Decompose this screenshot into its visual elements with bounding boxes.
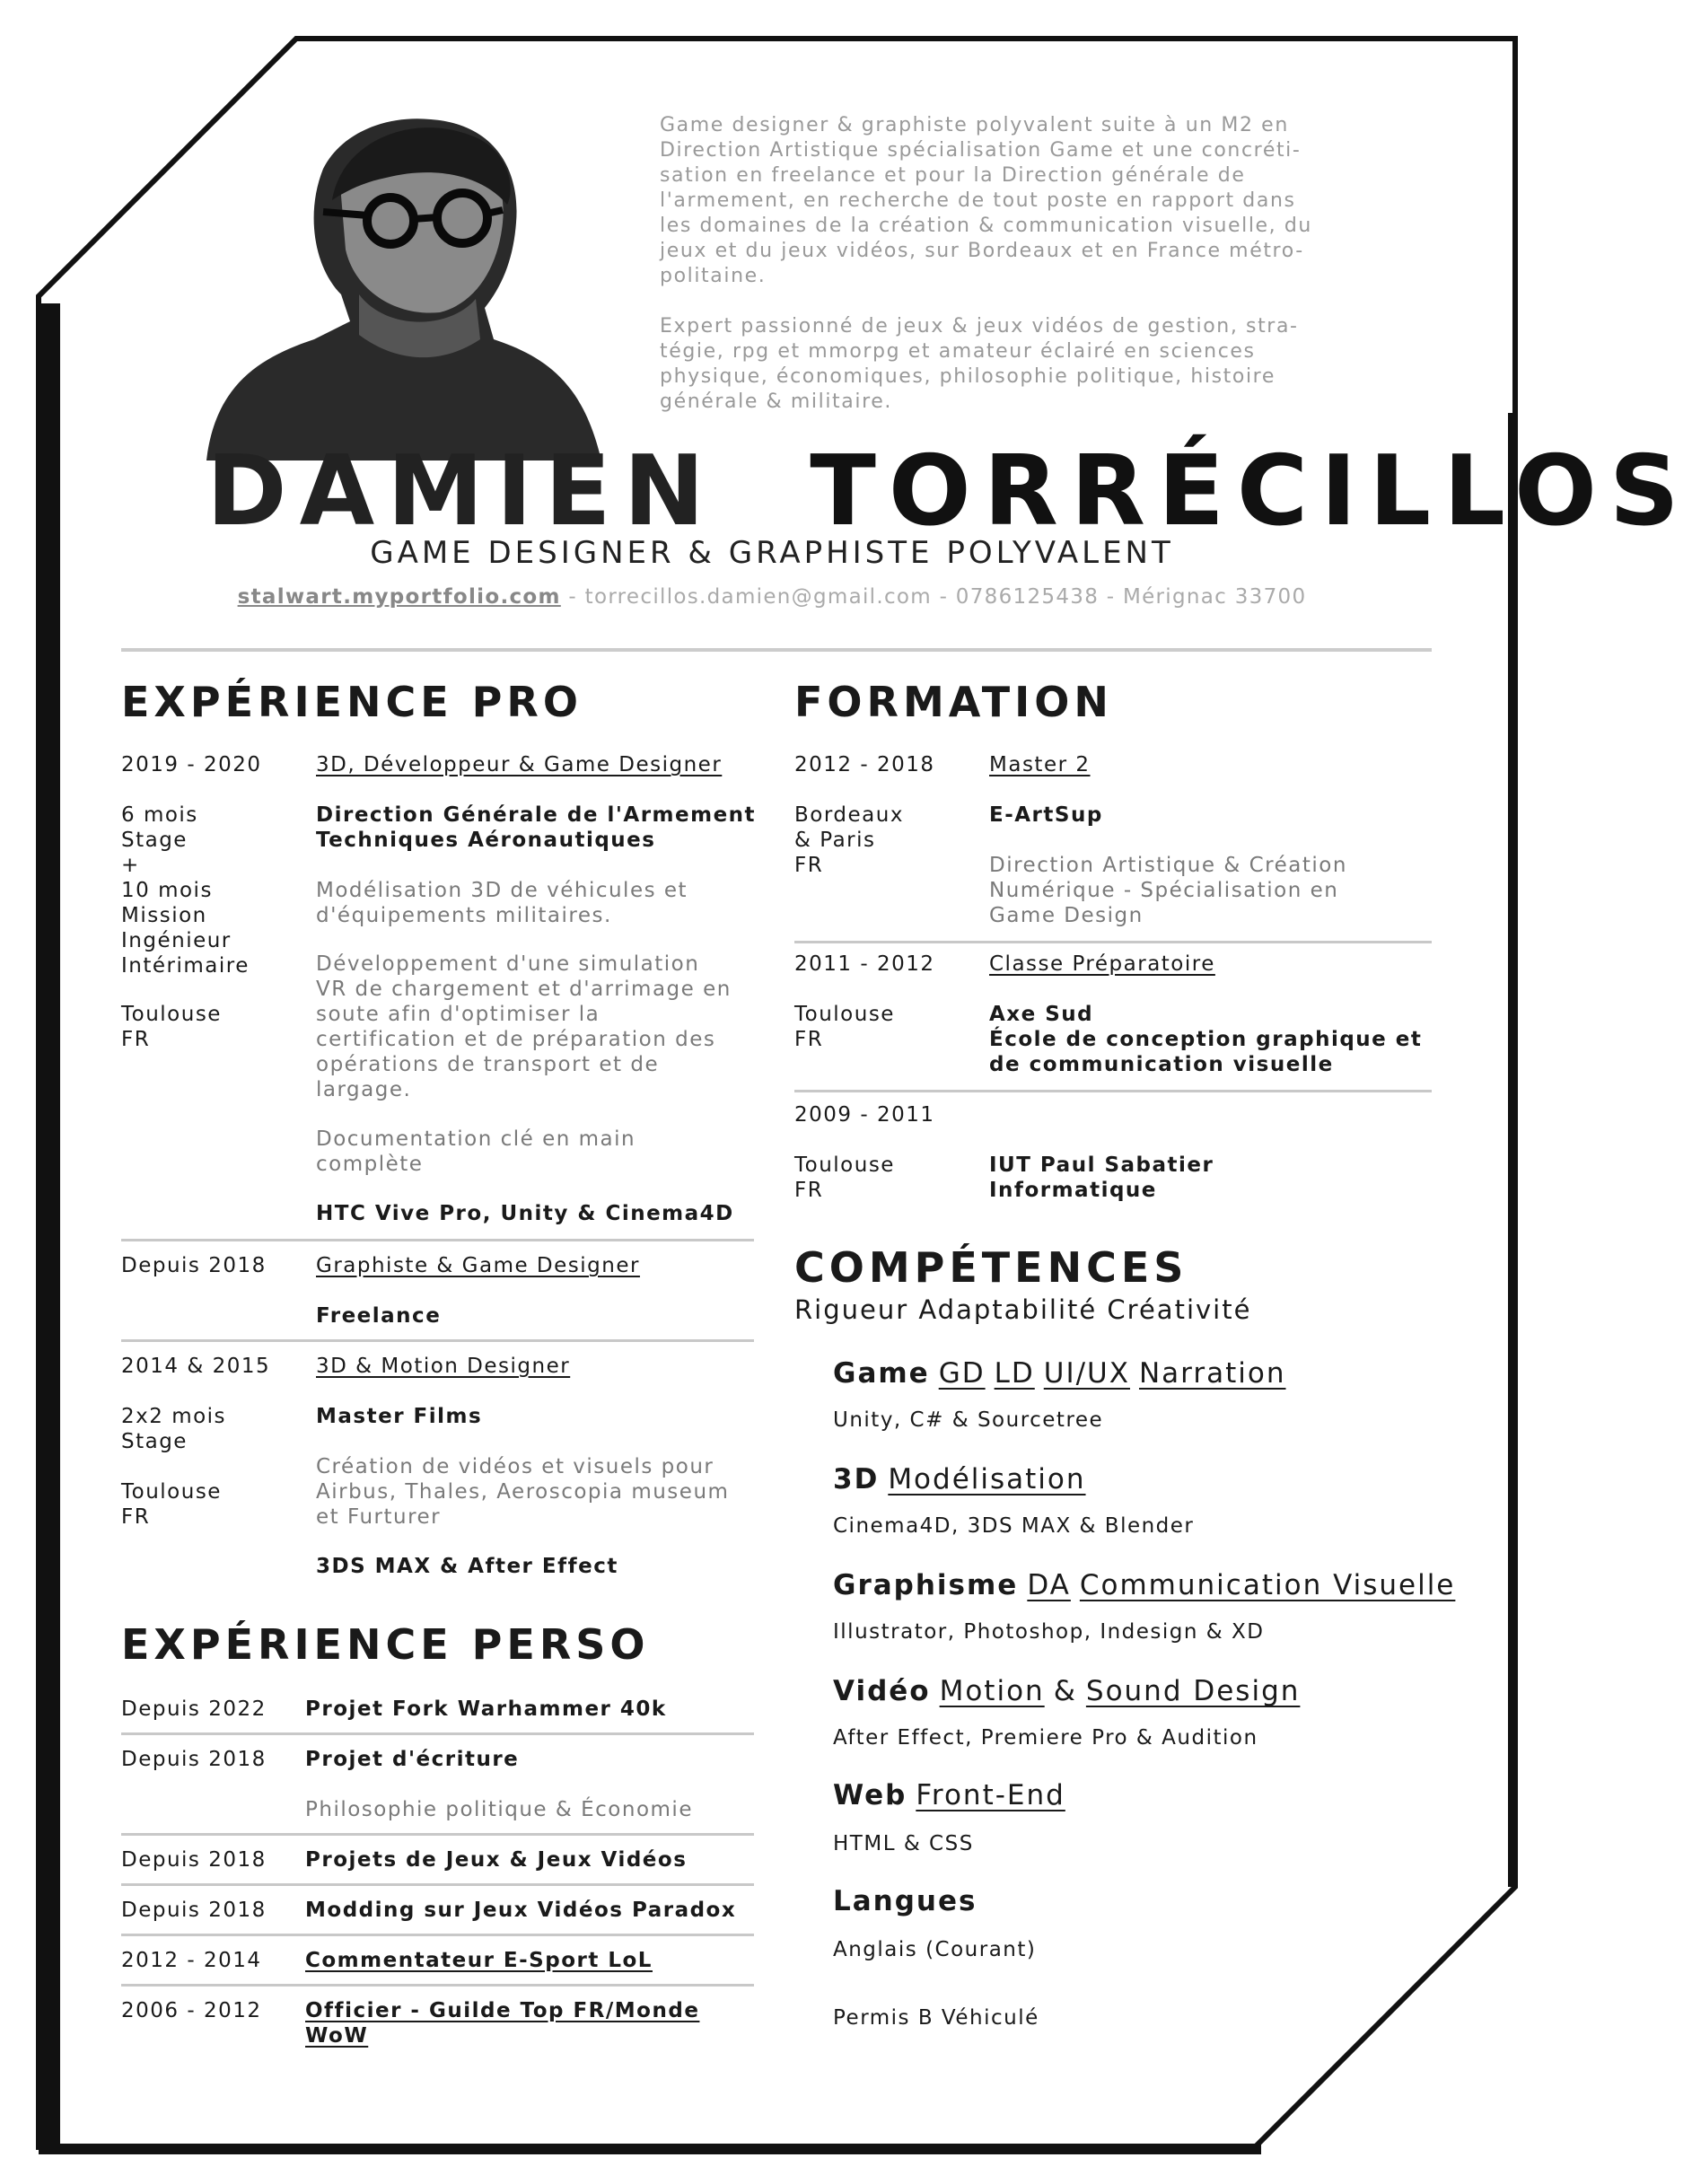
formation2-place: Toulouse FR: [794, 1003, 895, 1051]
job3-date: 2014 & 2015: [121, 1355, 271, 1378]
perso-date: Depuis 2022: [121, 1697, 267, 1721]
formation1-date: 2012 - 2018: [794, 753, 935, 776]
skill-3d-tools: Cinema4D, 3DS MAX & Blender: [833, 1514, 1195, 1538]
formation3-school: IUT Paul Sabatier Informatique: [989, 1153, 1214, 1202]
skill-video-heading: Vidéo Motion & Sound Design: [833, 1675, 1301, 1707]
job1-tools: HTC Vive Pro, Unity & Cinema4D: [316, 1202, 734, 1225]
perso-date: Depuis 2018: [121, 1848, 267, 1872]
intro-paragraph-1: Game designer & graphiste polyvalent suite à un M2 en Direction Artistique spécialisation Game et une concréti- sation en freelance et pour la Direction générale de l'armement, en recherche de tout poste en rapport dans les domaines de la création & communication visuelle, du jeux et du jeux vidéos, sur Bordeaux et en France métro- politaine.: [660, 114, 1312, 287]
first-name: DAMIEN: [206, 435, 718, 548]
job1-org: Direction Générale de l'Armement Techniques Aéronautiques: [316, 803, 757, 852]
perso-date: Depuis 2018: [121, 1748, 267, 1771]
job1-desc-1: Modélisation 3D de véhicules et d'équipements militaires.: [316, 879, 688, 927]
perso-label: Officier - Guilde Top FR/Monde WoW: [305, 1999, 700, 2048]
job3-place: Toulouse FR: [121, 1480, 222, 1529]
perso-label: Projet Fork Warhammer 40k: [305, 1697, 667, 1721]
section-title-formation: FORMATION: [794, 678, 1113, 726]
job1-role: 3D, Développeur & Game Designer: [316, 753, 723, 776]
formation-divider: [794, 941, 1432, 943]
job3-tools: 3DS MAX & After Effect: [316, 1555, 618, 1578]
job2-org: Freelance: [316, 1304, 442, 1328]
contact-line: [0, 585, 1544, 609]
skill-langues-heading: Langues: [833, 1885, 978, 1917]
job3-desc: Création de vidéos et visuels pour Airbus, Thales, Aeroscopia museum et Furturer: [316, 1455, 730, 1529]
job1-place: Toulouse FR: [121, 1003, 222, 1051]
section-title-competences: COMPÉTENCES: [794, 1243, 1188, 1292]
driving-licence: Permis B Véhiculé: [833, 2006, 1039, 2030]
job3-org: Master Films: [316, 1405, 483, 1428]
section-title-experience-perso: EXPÉRIENCE PERSO: [121, 1620, 650, 1669]
skill-web-heading: Web Front-End: [833, 1779, 1065, 1811]
job2-role: Graphiste & Game Designer: [316, 1254, 640, 1277]
skill-video-tools: After Effect, Premiere Pro & Audition: [833, 1726, 1258, 1750]
full-name: [206, 435, 1692, 548]
perso-divider: [121, 1833, 754, 1836]
perso-date: 2006 - 2012: [121, 1999, 262, 2022]
portfolio-link[interactable]: stalwart.myportfolio.com: [237, 585, 561, 609]
skill-game-tools: Unity, C# & Sourcetree: [833, 1408, 1104, 1432]
job1-meta: 6 mois Stage + 10 mois Mission Ingénieur Intérimaire: [121, 803, 250, 978]
formation1-desc: Direction Artistique & Création Numérique - Spécialisation en Game Design: [989, 854, 1347, 927]
formation2-school: Axe Sud École de conception graphique et de communication visuelle: [989, 1003, 1423, 1076]
formation3-date: 2009 - 2011: [794, 1103, 935, 1127]
formation1-degree: Master 2: [989, 753, 1091, 776]
perso-divider: [121, 1984, 754, 1987]
formation1-school: E-ArtSup: [989, 803, 1103, 827]
contact-details: - torrecillos.damien@gmail.com - 0786125438 - Mérignac 33700: [560, 585, 1307, 609]
formation2-degree: Classe Préparatoire: [989, 952, 1215, 976]
job-divider: [121, 1239, 754, 1241]
job1-desc-3: Documentation clé en main complète: [316, 1127, 636, 1176]
perso-date: Depuis 2018: [121, 1899, 267, 1922]
job1-desc-2: Développement d'une simulation VR de chargement et d'arrimage en soute afin d'optimiser la certification et de préparation des opérations de transport et de largage.: [316, 952, 732, 1101]
job-divider: [121, 1339, 754, 1342]
perso-label: Projet d'écriture: [305, 1748, 520, 1771]
formation1-place: Bordeaux & Paris FR: [794, 803, 904, 877]
section-title-experience-pro: EXPÉRIENCE PRO: [121, 678, 583, 726]
skill-graphisme-tools: Illustrator, Photoshop, Indesign & XD: [833, 1620, 1265, 1644]
intro-paragraph-2: Expert passionné de jeux & jeux vidéos de gestion, stra- tégie, rpg et mmorpg et amateur éclairé en sciences physique, économiques, philosophie politique, histoire générale & militaire.: [660, 315, 1299, 413]
job3-meta: 2x2 mois Stage: [121, 1405, 227, 1453]
formation3-place: Toulouse FR: [794, 1153, 895, 1202]
perso-divider: [121, 1732, 754, 1735]
skill-game-heading: Game GD LD UI/UX Narration: [833, 1357, 1286, 1390]
formation-divider: [794, 1090, 1432, 1092]
perso-divider: [121, 1934, 754, 1936]
skill-web-tools: HTML & CSS: [833, 1832, 974, 1855]
skill-3d-heading: 3D Modélisation: [833, 1463, 1086, 1495]
job3-role: 3D & Motion Designer: [316, 1355, 571, 1378]
header-divider: [121, 648, 1432, 652]
perso-label: Projets de Jeux & Jeux Vidéos: [305, 1848, 688, 1872]
skill-langues-tools: Anglais (Courant): [833, 1938, 1037, 1961]
qualities: Rigueur Adaptabilité Créativité: [794, 1294, 1252, 1325]
profile-photo: [206, 115, 601, 460]
job1-date: 2019 - 2020: [121, 753, 262, 776]
perso-sub: Philosophie politique & Économie: [305, 1798, 693, 1821]
perso-divider: [121, 1883, 754, 1886]
job2-date: Depuis 2018: [121, 1254, 267, 1277]
perso-date: 2012 - 2014: [121, 1949, 262, 1972]
formation2-date: 2011 - 2012: [794, 952, 935, 976]
perso-label: Modding sur Jeux Vidéos Paradox: [305, 1899, 737, 1922]
job-title: GAME DESIGNER & GRAPHISTE POLYVALENT: [370, 535, 1174, 571]
skill-graphisme-heading: Graphisme DA Communication Visuelle: [833, 1569, 1456, 1601]
perso-label: Commentateur E-Sport LoL: [305, 1949, 653, 1972]
last-name: TORRÉCILLOS: [810, 435, 1692, 548]
